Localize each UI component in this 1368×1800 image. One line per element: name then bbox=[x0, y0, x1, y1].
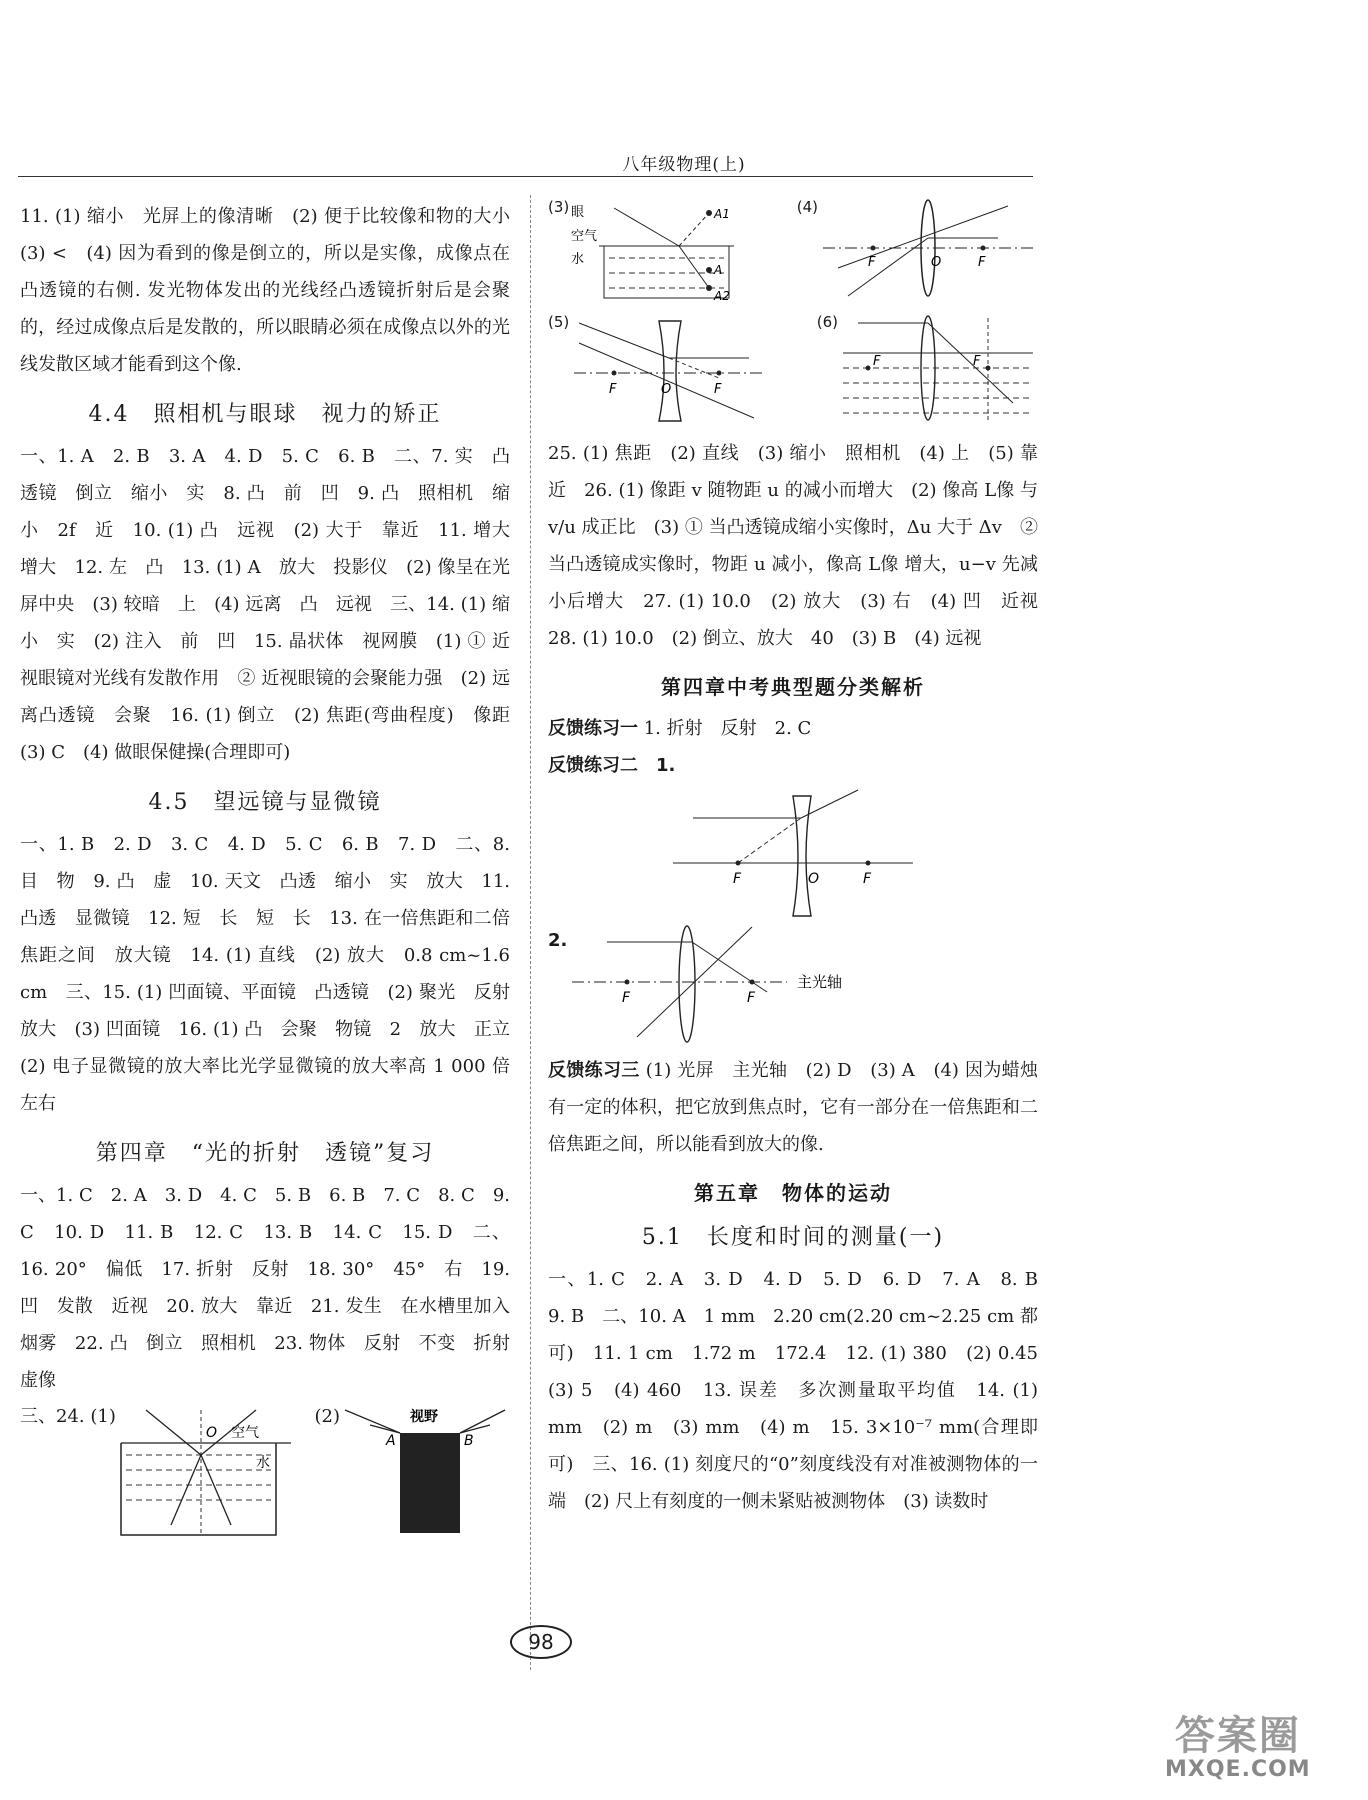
fig5-number: (5) bbox=[548, 313, 570, 331]
fig3-number: (3) bbox=[548, 198, 570, 216]
fig4-number: (4) bbox=[796, 198, 818, 216]
air-label: 空气 bbox=[230, 1425, 259, 1441]
fig6-number: (6) bbox=[816, 313, 838, 331]
fig3-refraction-eye bbox=[569, 198, 739, 303]
feedback-2-label-text: 反馈练习二 1. bbox=[548, 755, 676, 776]
q2-label: 2. bbox=[548, 930, 568, 951]
figures-3-4 bbox=[548, 198, 1038, 303]
section-title-4-5: 4.5 望远镜与显微镜 bbox=[148, 790, 382, 815]
column-divider bbox=[530, 195, 531, 1670]
q24-2-label: (2) bbox=[314, 1406, 340, 1427]
a1-label: A1 bbox=[714, 207, 731, 221]
point-o-label: O bbox=[205, 1425, 217, 1441]
section-title-5-1: 5.1 长度和时间的测量(一) bbox=[641, 1225, 945, 1250]
fig5-concave-lens bbox=[569, 313, 769, 423]
view-field-figure bbox=[340, 1405, 510, 1540]
page-number: 98 bbox=[510, 1625, 572, 1659]
feedback-2-label bbox=[548, 747, 1038, 784]
feedback-1 bbox=[548, 710, 1038, 747]
feedback-2-q2 bbox=[548, 922, 1038, 1052]
a-label: A bbox=[714, 263, 723, 277]
answers-chapter4-review: 一、1. C 2. A 3. D 4. C 5. B 6. B 7. C 8. C 9. C 10. D 11. B 12. C 13. B 14. C 15. D 二、16. 20° 偏低 17. 折射 反射 18. 30° 45° 右 19. 凹 发散 近视 20. 放大 靠近 21. 发生 在水槽里加入烟雾 22. 凸 倒立 照相机 23. 物体 反射 不变 折射 虚像 bbox=[20, 1185, 528, 1391]
focus-label-right: F bbox=[978, 255, 986, 270]
left-column bbox=[20, 198, 528, 1540]
section-title-exam-analysis: 第四章中考典型题分类解析 bbox=[661, 675, 925, 699]
feedback-1-label: 反馈练习一 bbox=[548, 718, 638, 739]
watermark bbox=[1165, 1715, 1311, 1782]
feedback-1-text: 1. 折射 反射 2. C bbox=[643, 718, 812, 739]
right-column bbox=[548, 198, 1056, 1520]
watermark-logo: 答案圈 bbox=[1174, 1713, 1301, 1759]
eye-label: 眼 bbox=[571, 205, 585, 220]
feedback-2-concave-lens-figure bbox=[663, 788, 923, 918]
answer-q11: 11. (1) 缩小 光屏上的像清晰 (2) 便于比较像和物的大小 (3) < (4) 因为看到的像是倒立的，所以是实像，成像点在凸透镜的右侧. 发光物体发出的光线经凸透镜折射后是会聚的，经过成像点后是发散的，所以眼睛必须在成像点以外的光线发散区域才能看到这个像. bbox=[20, 206, 528, 375]
fig4-convex-lens bbox=[818, 198, 1038, 303]
running-header: 八年级物理(上) bbox=[622, 155, 746, 175]
air-label-3: 空气 bbox=[571, 229, 598, 244]
answers-5-1: 一、1. C 2. A 3. D 4. D 5. D 6. D 7. A 8. B 9. B 二、10. A 1 mm 2.20 cm(2.20 cm~2.25 cm 都可) 11. 1 cm 1.72 m 172.4 12. (1) 380 (2) 0.45 (3) 5 (4) 460 13. 误差 多次测量取平均值 14. (1) mm (2) m (3) mm (4) m 15. 3×10⁻⁷ mm(合理即可) 三、16. (1) 刻度尺的“0”刻度线没有对准被测物体的一端 (2) 尺上有刻度的一侧未紧贴被测物体 (3) 读数时 bbox=[548, 1269, 1056, 1512]
answers-25-28: 25. (1) 焦距 (2) 直线 (3) 缩小 照相机 (4) 上 (5) 靠近 26. (1) 像距 v 随物距 u 的减小而增大 (2) 像高 L像 与 v/u 成正比 (3) ① 当凸透镜成缩小实像时，Δu 大于 Δv ② 当凸透镜成实像时，物距 u 减小，像高 L像 增大，u−v 先减小后增大 27. (1) 10.0 (2) 放大 (3) 右 (4) 凹 近视 28. (1) 10.0 (2) 倒立、放大 40 (3) B (4) 远视 bbox=[548, 443, 1056, 649]
point-a-label: A bbox=[386, 1433, 396, 1449]
section-title-4-4: 4.4 照相机与眼球 视力的矫正 bbox=[88, 402, 442, 427]
answers-4-5: 一、1. B 2. D 3. C 4. D 5. C 6. B 7. D 二、8. 目 物 9. 凸 虚 10. 天文 凸透 缩小 实 放大 11. 凸透 显微镜 12. 短 长 短 长 13. 在一倍焦距和二倍焦距之间 放大镜 14. (1) 直线 (2) 放大 0.8 cm~1.6 cm 三、15. (1) 凹面镜、平面镜 凸透镜 (2) 聚光 反射 放大 (3) 凹面镜 16. (1) 凸 会聚 物镜 2 放大 正立 (2) 电子显微镜的放大率比光学显微镜的放大率高 1 000 倍左右 bbox=[20, 834, 528, 1114]
view-field-label: 视野 bbox=[410, 1409, 438, 1425]
point-b-label: B bbox=[464, 1433, 474, 1449]
water-label-3: 水 bbox=[571, 252, 585, 267]
focus-label-left: F bbox=[868, 255, 876, 270]
focus-label-right-5: F bbox=[714, 382, 722, 397]
center-label: O bbox=[931, 255, 942, 270]
focus-label-right-6: F bbox=[973, 354, 981, 369]
principal-axis-label: 主光轴 bbox=[797, 973, 843, 991]
focus-label-left-5: F bbox=[609, 382, 617, 397]
focus-label-q2-left: F bbox=[622, 990, 631, 1006]
q24-label: 三、24. (1) bbox=[20, 1406, 116, 1427]
section-title-chapter4-review: 第四章 “光的折射 透镜”复习 bbox=[95, 1141, 435, 1166]
refraction-figure-1 bbox=[116, 1405, 296, 1540]
water-label: 水 bbox=[255, 1455, 270, 1471]
answers-4-4: 一、1. A 2. B 3. A 4. D 5. C 6. B 二、7. 实 凸透镜 倒立 缩小 实 8. 凸 前 凹 9. 凸 照相机 缩小 2f 近 10. (1) 凸 远视 (2) 大于 靠近 11. 增大 增大 12. 左 凸 13. (1) A 放大 投影仪 (2) 像呈在光屏中央 (3) 较暗 上 (4) 远离 凸 远视 三、14. (1) 缩小 实 (2) 注入 前 凹 15. 晶状体 视网膜 (1) ① 近视眼镜对光线有发散作用 ② 近视眼镜的会聚能力强 (2) 远离凸透镜 会聚 16. (1) 倒立 (2) 焦距(弯曲程度) 像距 (3) C (4) 做眼保健操(合理即可) bbox=[20, 446, 528, 763]
feedback-3-label: 反馈练习三 bbox=[548, 1060, 640, 1081]
a2-label: A2 bbox=[714, 289, 731, 303]
focus-label-q2-right: F bbox=[747, 990, 756, 1006]
figures-5-6 bbox=[548, 313, 1038, 423]
q24-figures bbox=[20, 1405, 510, 1540]
focus-label-fb2-right: F bbox=[863, 871, 872, 887]
feedback-2-convex-lens-figure bbox=[567, 922, 887, 1052]
feedback-3 bbox=[548, 1052, 1038, 1163]
header-rule bbox=[18, 176, 1033, 177]
center-label-fb2: O bbox=[808, 871, 820, 887]
watermark-url: MXQE.COM bbox=[1165, 1757, 1311, 1782]
feedback-3-text: (1) 光屏 主光轴 (2) D (3) A (4) 因为蜡烛有一定的体积，把它放到焦点时，它有一部分在一倍焦距和二倍焦距之间，所以能看到放大的像. bbox=[548, 1060, 1039, 1155]
center-label-5: O bbox=[661, 382, 672, 397]
fig6-convex-lens-beam bbox=[838, 313, 1038, 423]
focus-label-fb2-left: F bbox=[733, 871, 742, 887]
focus-label-left-6: F bbox=[873, 354, 881, 369]
chapter5-title: 第五章 物体的运动 bbox=[694, 1181, 892, 1205]
